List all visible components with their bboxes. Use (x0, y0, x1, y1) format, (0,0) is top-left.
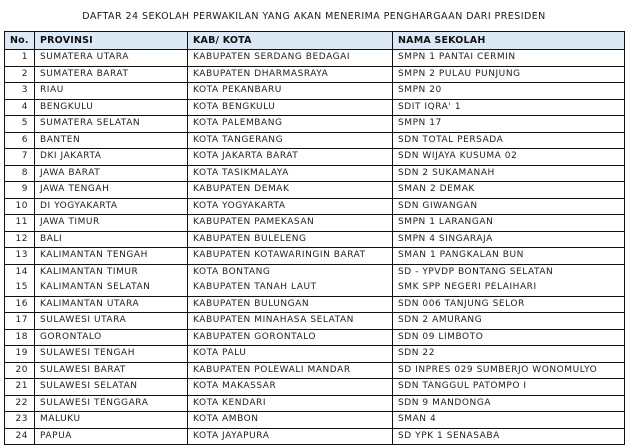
cell-nama-sekolah: SD - YPVDP BONTANG SELATAN (393, 264, 625, 280)
cell-no: 6 (5, 132, 35, 149)
cell-kab-kota: KABUPATEN TANAH LAUT (188, 280, 393, 296)
table-row (5, 165, 625, 182)
cell-nama-sekolah: SD INPRES 029 SUMBERJO WONOMULYO (393, 362, 625, 379)
cell-no: 7 (5, 149, 35, 166)
cell-provinsi: SULAWESI BARAT (35, 362, 188, 379)
cell-kab-kota: KOTA PEKANBARU (188, 83, 393, 100)
cell-provinsi: RIAU (35, 83, 188, 100)
table-row (5, 296, 625, 313)
cell-nama-sekolah: SDN 2 AMURANG (393, 313, 625, 330)
table-row (5, 248, 625, 265)
cell-provinsi: SULAWESI UTARA (35, 313, 188, 330)
table-row (5, 132, 625, 149)
table-row (5, 412, 625, 429)
table-row (5, 83, 625, 100)
cell-provinsi: DI YOGYAKARTA (35, 198, 188, 215)
column-header-nama-sekolah: NAMA SEKOLAH (393, 32, 625, 50)
cell-kab-kota: KOTA JAKARTA BARAT (188, 149, 393, 166)
cell-nama-sekolah: SDN TANGGUL PATOMPO I (393, 379, 625, 396)
cell-no: 12 (5, 231, 35, 248)
cell-nama-sekolah: SDIT IQRA' 1 (393, 99, 625, 116)
cell-no: 18 (5, 329, 35, 346)
cell-no: 11 (5, 215, 35, 232)
table-row (5, 66, 625, 83)
table-row (5, 313, 625, 330)
schools-table (4, 31, 625, 445)
cell-nama-sekolah: SMPN 1 PANTAI CERMIN (393, 50, 625, 67)
cell-provinsi: KALIMANTAN UTARA (35, 296, 188, 313)
cell-no: 14 (5, 264, 35, 280)
table-row (5, 198, 625, 215)
cell-kab-kota: KABUPATEN BULUNGAN (188, 296, 393, 313)
cell-provinsi: MALUKU (35, 412, 188, 429)
column-header-kab-kota: KAB/ KOTA (188, 32, 393, 50)
cell-provinsi: JAWA BARAT (35, 165, 188, 182)
cell-kab-kota: KOTA YOGYAKARTA (188, 198, 393, 215)
cell-no: 1 (5, 50, 35, 67)
cell-nama-sekolah: SMAN 2 DEMAK (393, 182, 625, 199)
cell-nama-sekolah: SMPN 17 (393, 116, 625, 133)
cell-no: 10 (5, 198, 35, 215)
cell-no: 9 (5, 182, 35, 199)
cell-kab-kota: KOTA AMBON (188, 412, 393, 429)
cell-nama-sekolah: SDN GIWANGAN (393, 198, 625, 215)
cell-kab-kota: KOTA BENGKULU (188, 99, 393, 116)
cell-provinsi: SUMATERA BARAT (35, 66, 188, 83)
table-row (5, 149, 625, 166)
cell-kab-kota: KOTA KENDARI (188, 395, 393, 412)
cell-no: 8 (5, 165, 35, 182)
cell-kab-kota: KOTA JAYAPURA (188, 428, 393, 445)
table-row (5, 264, 625, 280)
table-row (5, 329, 625, 346)
cell-no: 20 (5, 362, 35, 379)
column-header-no: No. (5, 32, 35, 50)
cell-nama-sekolah: SDN 006 TANJUNG SELOR (393, 296, 625, 313)
cell-no: 21 (5, 379, 35, 396)
table-row (5, 99, 625, 116)
table-body (5, 50, 625, 445)
cell-kab-kota: KOTA BONTANG (188, 264, 393, 280)
cell-provinsi: BENGKULU (35, 99, 188, 116)
cell-no: 4 (5, 99, 35, 116)
cell-no: 24 (5, 428, 35, 445)
cell-nama-sekolah: SDN WIJAYA KUSUMA 02 (393, 149, 625, 166)
cell-no: 2 (5, 66, 35, 83)
cell-kab-kota: KOTA PALU (188, 346, 393, 363)
cell-nama-sekolah: SMPN 4 SINGARAJA (393, 231, 625, 248)
cell-kab-kota: KOTA MAKASSAR (188, 379, 393, 396)
table-row (5, 379, 625, 396)
table-row (5, 231, 625, 248)
cell-no: 15 (5, 280, 35, 296)
cell-provinsi: SULAWESI SELATAN (35, 379, 188, 396)
cell-kab-kota: KABUPATEN BULELENG (188, 231, 393, 248)
cell-provinsi: SUMATERA SELATAN (35, 116, 188, 133)
cell-kab-kota: KABUPATEN KOTAWARINGIN BARAT (188, 248, 393, 265)
cell-provinsi: PAPUA (35, 428, 188, 445)
cell-nama-sekolah: SMPN 20 (393, 83, 625, 100)
table-row (5, 50, 625, 67)
cell-no: 16 (5, 296, 35, 313)
cell-provinsi: KALIMANTAN TENGAH (35, 248, 188, 265)
table-row (5, 362, 625, 379)
column-header-provinsi: PROVINSI (35, 32, 188, 50)
cell-nama-sekolah: SMPN 1 LARANGAN (393, 215, 625, 232)
cell-kab-kota: KABUPATEN DHARMASRAYA (188, 66, 393, 83)
cell-provinsi: KALIMANTAN SELATAN (35, 280, 188, 296)
document-title: DAFTAR 24 SEKOLAH PERWAKILAN YANG AKAN MENERIMA PENGHARGAAN DARI PRESIDEN (82, 11, 546, 22)
cell-nama-sekolah: SDN 22 (393, 346, 625, 363)
table-row (5, 116, 625, 133)
cell-no: 19 (5, 346, 35, 363)
cell-nama-sekolah: SDN TOTAL PERSADA (393, 132, 625, 149)
cell-provinsi: GORONTALO (35, 329, 188, 346)
cell-no: 17 (5, 313, 35, 330)
cell-kab-kota: KOTA TANGERANG (188, 132, 393, 149)
cell-kab-kota: KOTA PALEMBANG (188, 116, 393, 133)
cell-no: 13 (5, 248, 35, 265)
cell-nama-sekolah: SD YPK 1 SENASABA (393, 428, 625, 445)
cell-kab-kota: KOTA TASIKMALAYA (188, 165, 393, 182)
cell-kab-kota: KABUPATEN SERDANG BEDAGAI (188, 50, 393, 67)
table-row (5, 428, 625, 445)
cell-provinsi: SULAWESI TENGGARA (35, 395, 188, 412)
cell-no: 22 (5, 395, 35, 412)
table-row (5, 182, 625, 199)
cell-no: 3 (5, 83, 35, 100)
table-row (5, 346, 625, 363)
cell-no: 5 (5, 116, 35, 133)
cell-nama-sekolah: SMAN 1 PANGKALAN BUN (393, 248, 625, 265)
table-row (5, 215, 625, 232)
cell-provinsi: SULAWESI TENGAH (35, 346, 188, 363)
cell-provinsi: KALIMANTAN TIMUR (35, 264, 188, 280)
cell-kab-kota: KABUPATEN GORONTALO (188, 329, 393, 346)
cell-provinsi: SUMATERA UTARA (35, 50, 188, 67)
cell-kab-kota: KABUPATEN DEMAK (188, 182, 393, 199)
cell-provinsi: DKI JAKARTA (35, 149, 188, 166)
cell-provinsi: BANTEN (35, 132, 188, 149)
cell-nama-sekolah: SDN 9 MANDONGA (393, 395, 625, 412)
table-row (5, 280, 625, 296)
cell-nama-sekolah: SDN 2 SUKAMANAH (393, 165, 625, 182)
cell-no: 23 (5, 412, 35, 429)
cell-provinsi: JAWA TIMUR (35, 215, 188, 232)
cell-nama-sekolah: SMK SPP NEGERI PELAIHARI (393, 280, 625, 296)
cell-nama-sekolah: SMAN 4 (393, 412, 625, 429)
cell-provinsi: BALI (35, 231, 188, 248)
table-row (5, 395, 625, 412)
cell-provinsi: JAWA TENGAH (35, 182, 188, 199)
table-header-row (5, 32, 625, 50)
cell-nama-sekolah: SMPN 2 PULAU PUNJUNG (393, 66, 625, 83)
cell-kab-kota: KABUPATEN POLEWALI MANDAR (188, 362, 393, 379)
cell-kab-kota: KABUPATEN PAMEKASAN (188, 215, 393, 232)
cell-kab-kota: KABUPATEN MINAHASA SELATAN (188, 313, 393, 330)
cell-nama-sekolah: SDN 09 LIMBOTO (393, 329, 625, 346)
